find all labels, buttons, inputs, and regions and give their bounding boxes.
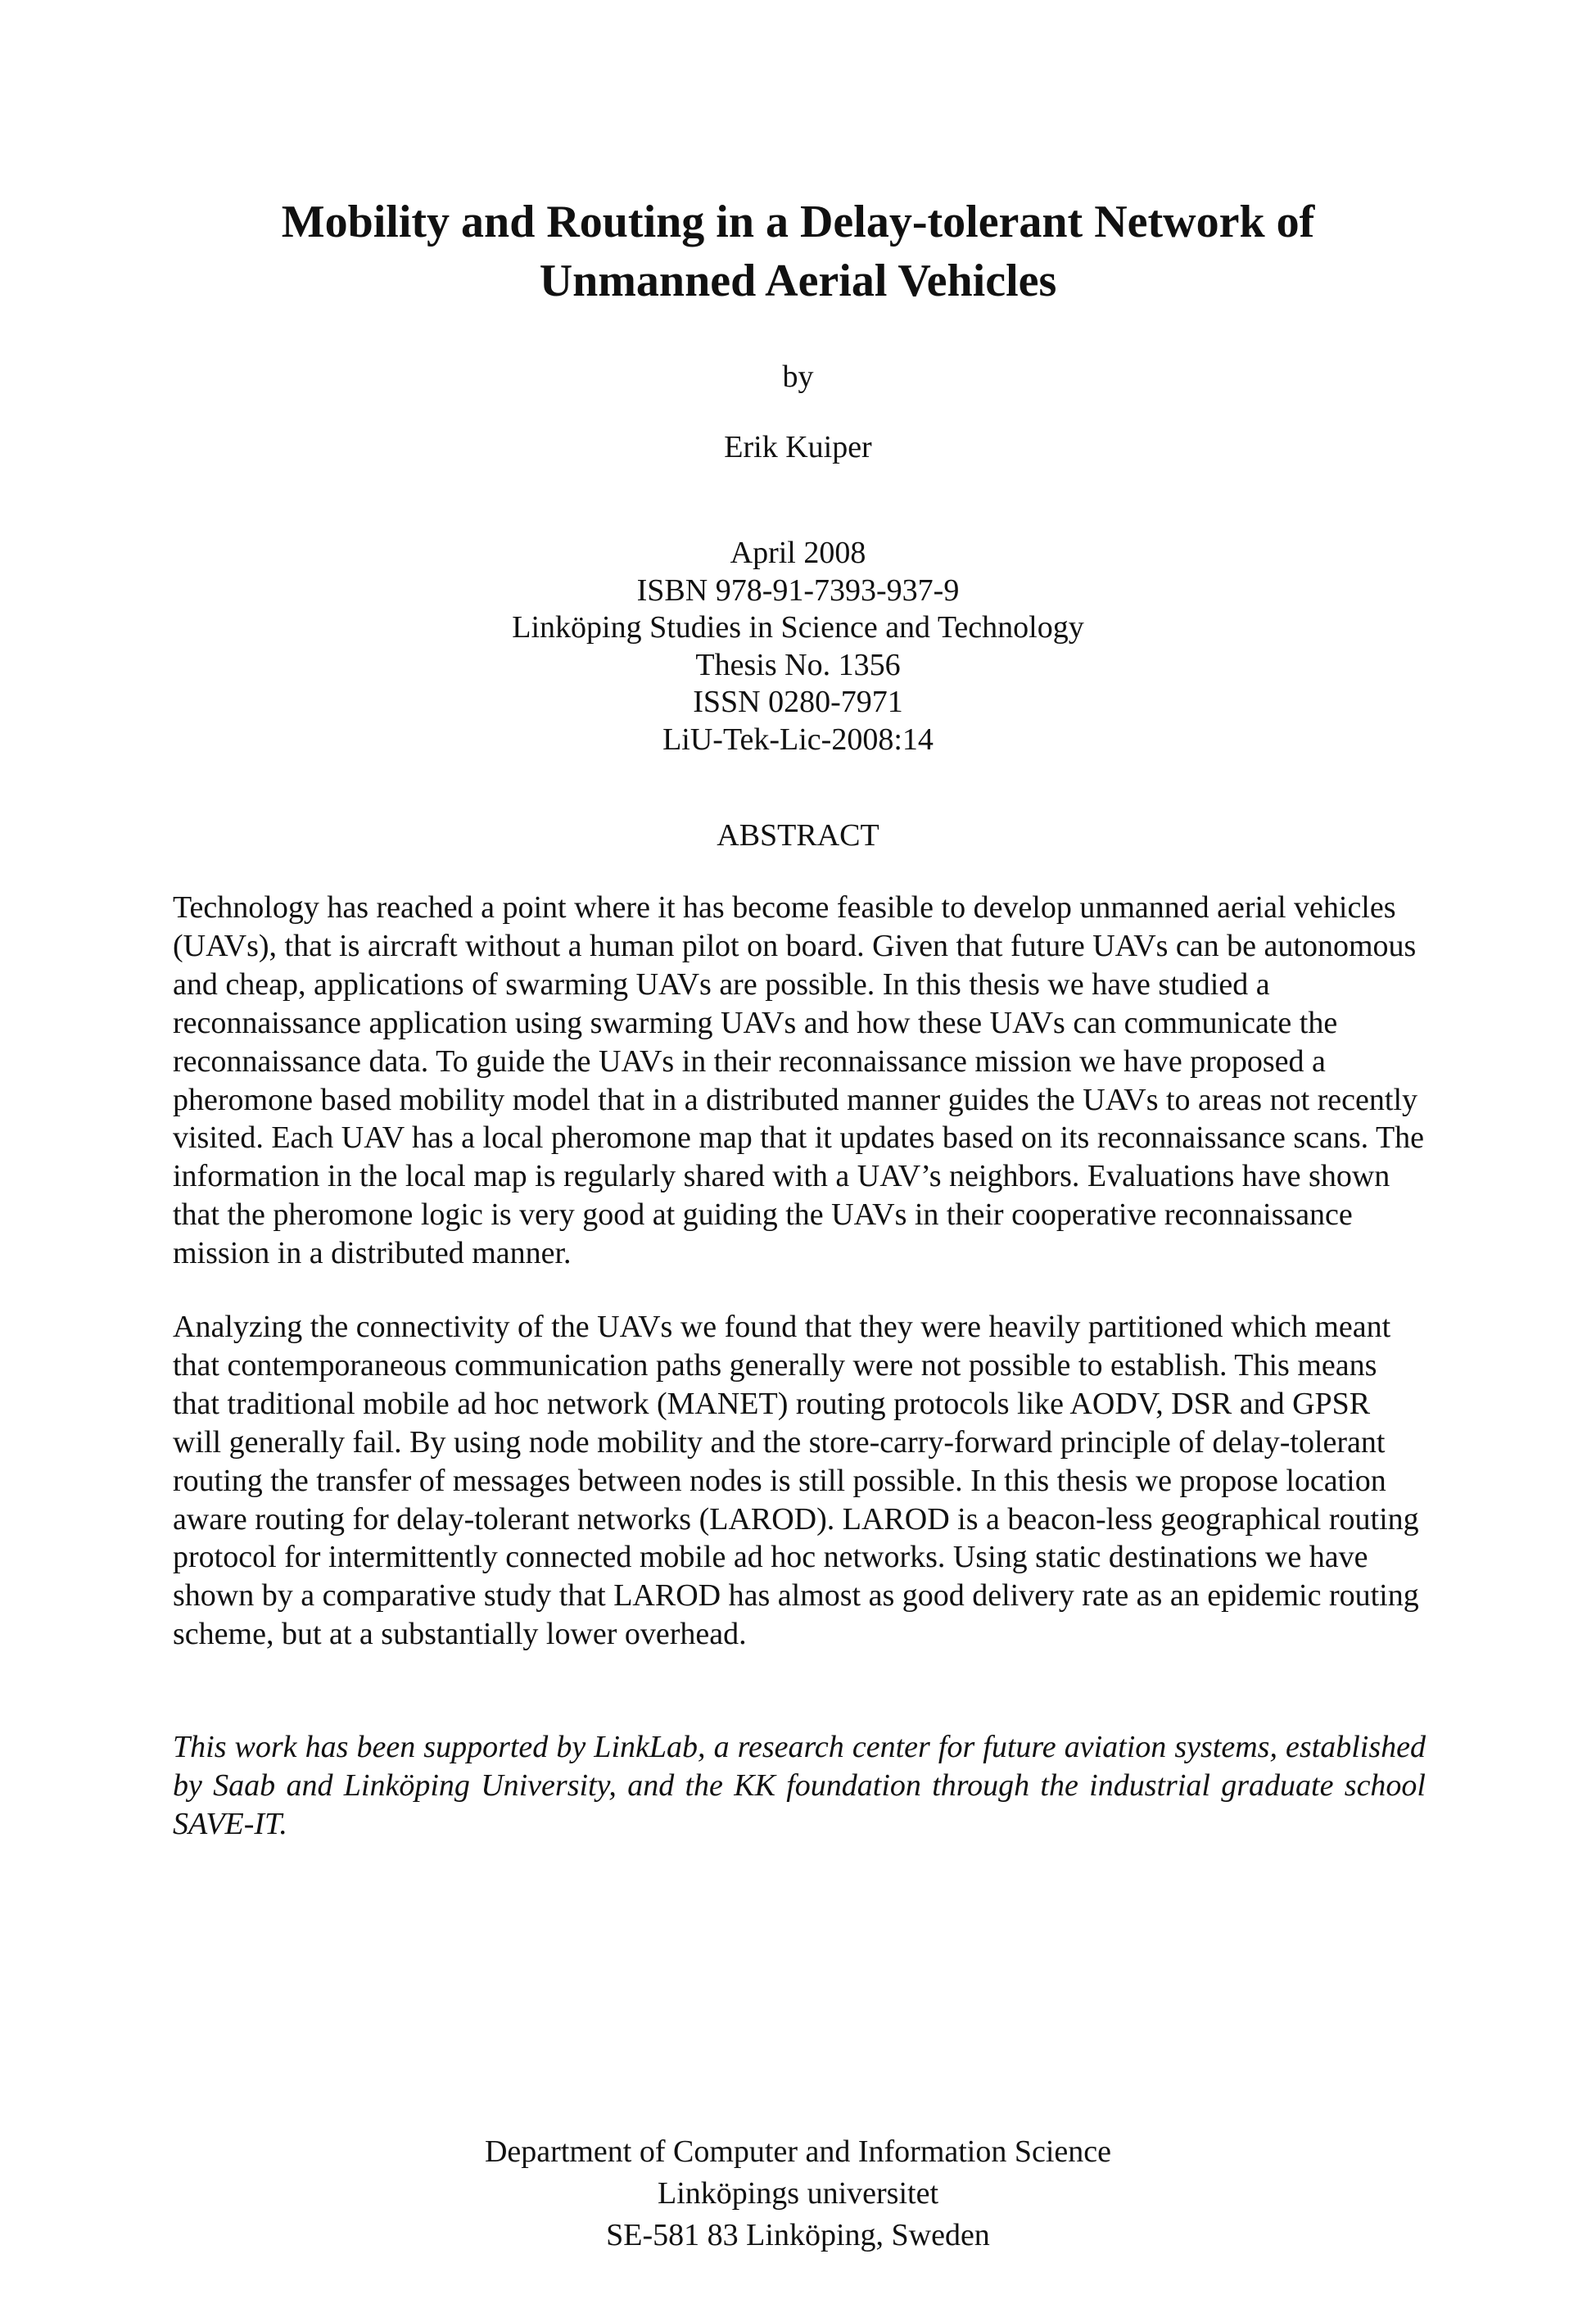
by-label: by — [782, 360, 814, 394]
series-name: Linköping Studies in Science and Technology — [512, 610, 1084, 645]
report-id: LiU-Tek-Lic-2008:14 — [662, 722, 934, 757]
affiliation-footer — [164, 2131, 1432, 2256]
university-name: Linköpings universitet — [657, 2176, 939, 2211]
abstract-heading: ABSTRACT — [717, 818, 879, 853]
publication-date: April 2008 — [730, 536, 866, 570]
isbn: ISBN 978-91-7393-937-9 — [636, 573, 960, 608]
abstract-paragraph-2: Analyzing the connectivity of the UAVs we found that they were heavily partitioned which meant that contemporaneous communication paths generally were not possible to establish. This means that traditional mobile ad hoc network (MANET) routing protocols like AODV, DSR and GPSR will generally fail. By using node mobility and the store-carry-forward principle of delay-tolerant routing the transfer of messages between nodes is still possible. In this thesis we propose location aware routing for delay-tolerant networks (LAROD). LAROD is a beacon-less geographical routing protocol for intermittently connected mobile ad hoc networks. Using static destinations we have shown by a comparative study that LAROD has almost as good delivery rate as an epidemic routing scheme, but at a substantially lower overhead. — [173, 1310, 1419, 1652]
postal-address: SE-581 83 Linköping, Sweden — [606, 2218, 990, 2252]
thesis-title-line-1: Mobility and Routing in a Delay-tolerant Network of — [281, 197, 1315, 247]
abstract-paragraph-1: Technology has reached a point where it has become feasible to develop unmanned aerial vehicles (UAVs), that is aircraft without a human pilot on board. Given that future UAVs can be autonomous and cheap, applications of swarming UAVs are possible. In this thesis we have studied a reconnaissance application using swarming UAVs and how these UAVs can communicate the reconnaissance data. To guide the UAVs in their reconnaissance mission we have proposed a pheromone based mobility model that in a distributed manner guides the UAVs to areas not recently visited. Each UAV has a local pheromone map that it updates based on its reconnaissance scans. The information in the local map is regularly shared with a UAV’s neighbors. Evaluations have shown that the pheromone logic is very good at guiding the UAVs in their cooperative reconnaissance mission in a distributed manner. — [173, 890, 1425, 1271]
author-name: Erik Kuiper — [724, 430, 872, 464]
thesis-title-line-2: Unmanned Aerial Vehicles — [539, 256, 1057, 306]
thesis-title — [164, 192, 1432, 310]
issn: ISSN 0280-7971 — [693, 685, 903, 719]
thesis-number: Thesis No. 1356 — [695, 647, 901, 682]
department-name: Department of Computer and Information Science — [484, 2134, 1112, 2169]
publication-details — [164, 535, 1432, 758]
acknowledgement-paragraph: This work has been supported by LinkLab, a research center for future aviation systems, established by Saab and Linköping University, and the KK foundation through the industrial graduate school SAVE-IT. — [173, 1730, 1426, 1841]
